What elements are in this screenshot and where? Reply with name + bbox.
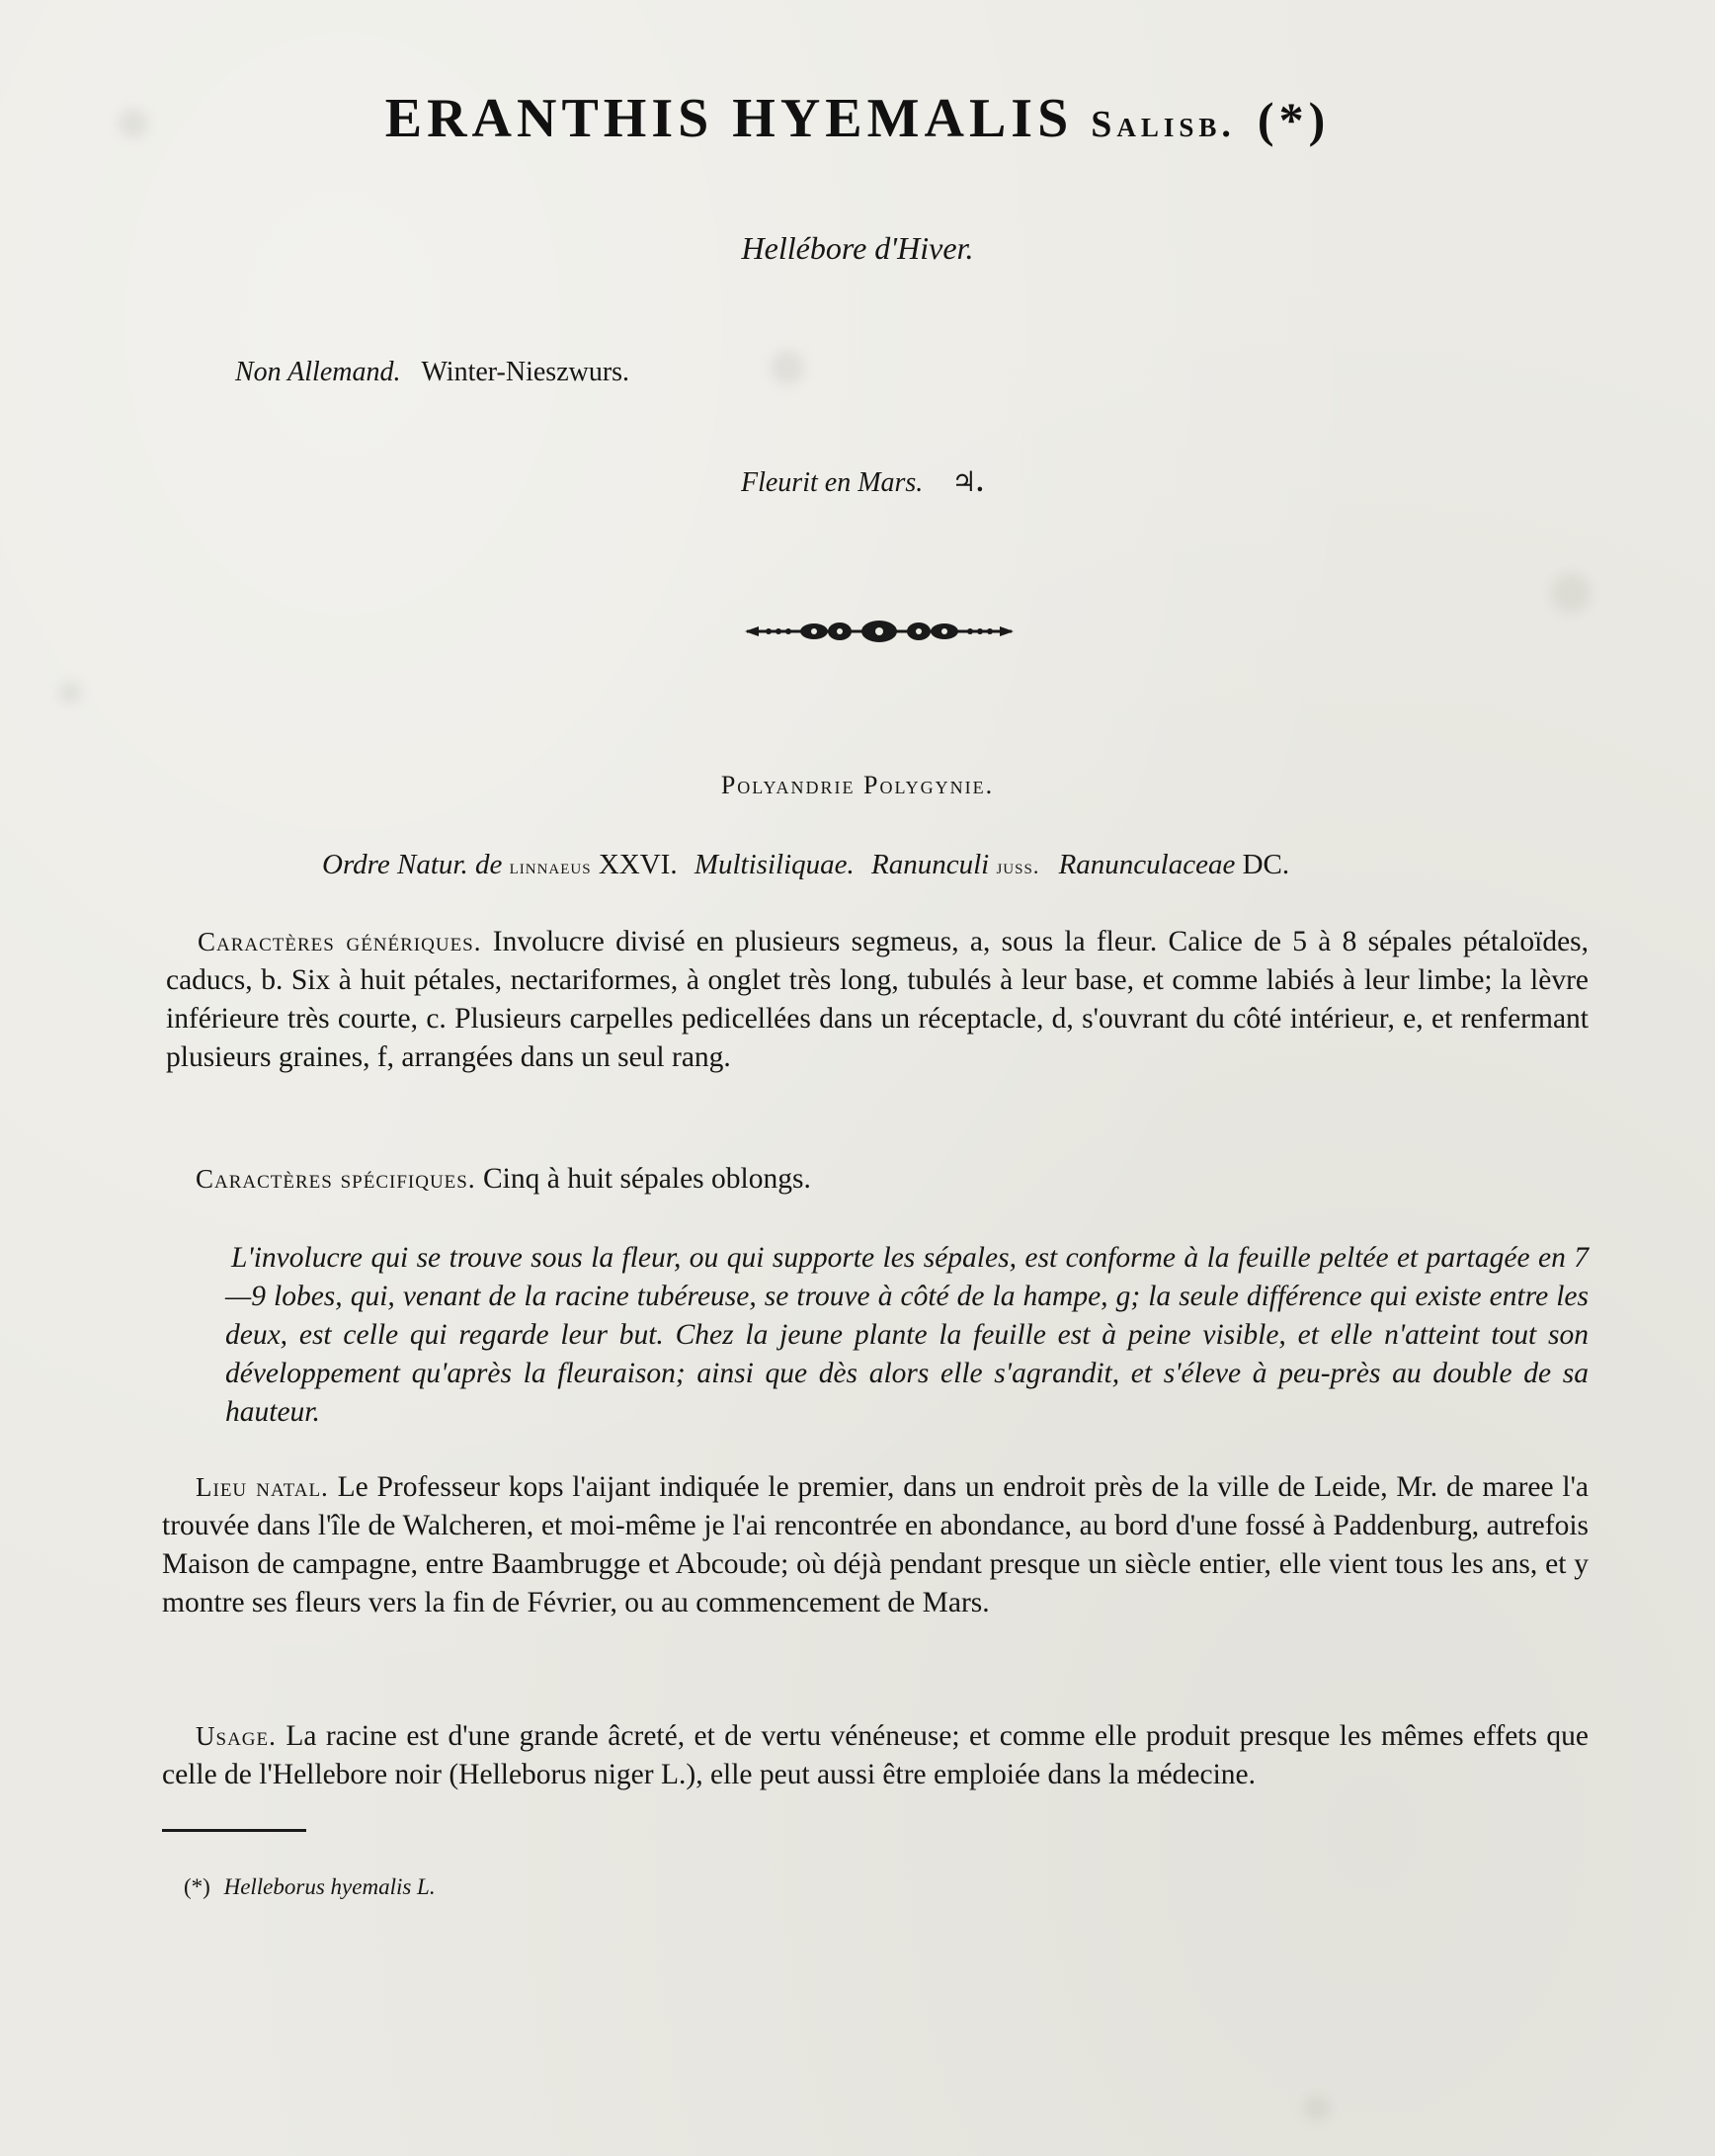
generic-characters — [166, 923, 1589, 1077]
french-name: Hellébore d'Hiver. — [741, 230, 974, 266]
habitat-label: Lieu natal. — [196, 1472, 329, 1502]
specific-characters-text: Cinq à huit sépales oblongs. — [482, 1163, 811, 1195]
natural-order-juss: juss. — [996, 854, 1040, 878]
species-name: ERANTHIS HYEMALIS — [384, 88, 1074, 149]
page-title — [0, 87, 1715, 150]
usage-paragraph — [162, 1717, 1589, 1794]
specific-characters — [196, 1160, 1589, 1199]
natural-order-line — [322, 846, 1289, 885]
natural-order-ranunculaceae: Ranunculaceae — [1058, 849, 1236, 880]
usage-text: La racine est d'une grande âcreté, et de vertu vénéneuse; et comme elle produit presque les mêmes effets que celle de l'Hellebore noir (Helleborus niger L.), elle peut aussi être emploiée dans la médecine. — [162, 1720, 1589, 1790]
footnote-text: Helleborus hyemalis L. — [223, 1874, 436, 1899]
classification: Polyandrie Polygynie. — [720, 771, 995, 799]
paper-spot — [1551, 573, 1591, 613]
footnote — [184, 1872, 436, 1902]
paper-spot — [1304, 2095, 1330, 2120]
natural-order-multisiliquae: Multisiliquae. — [694, 849, 855, 880]
natural-order-linnaeus: linnaeus — [509, 854, 592, 878]
paper-spot — [771, 351, 804, 384]
generic-characters-label: Caractères génériques. — [198, 927, 482, 956]
natural-order-de: de — [474, 849, 503, 880]
ornament-divider — [745, 619, 1014, 644]
footnote-mark-bottom: (*) — [184, 1874, 210, 1899]
flowering-text: Fleurit en Mars. — [741, 467, 924, 498]
usage-label: Usage. — [196, 1721, 277, 1751]
habitat-text: Le Professeur kops l'aijant indiquée le premier, dans un endroit près de la ville de Leide, Mr. de maree l'a trouvée dans l'île de Walcheren, et moi-même je l'ai rencontrée en abondance, au bord d'une fossé à Paddenburg, autrefois Maison de campagne, entre Baambrugge et Abcoude; où déjà pendant presque un siècle entier, elle vient tous les ans, et y montre ses fleurs vers la fin de Février, ou au commencement de Mars. — [162, 1471, 1589, 1618]
paper-spot — [59, 682, 81, 704]
footnote-mark: (*) — [1257, 92, 1331, 147]
specific-characters-label: Caractères spécifiques. — [196, 1164, 476, 1194]
species-author: Salisb. — [1091, 104, 1236, 145]
habitat-paragraph — [162, 1468, 1589, 1622]
natural-order-ranunculi: Ranunculi — [871, 849, 990, 880]
natural-order-number: XXVI. — [598, 849, 678, 880]
german-name-line — [235, 354, 629, 391]
german-label: Non Allemand. — [235, 357, 401, 387]
flowering-line — [741, 464, 983, 502]
perennial-symbol: ♃. — [951, 467, 984, 498]
generic-characters-text: Involucre divisé en plusieurs segmeus, a, sous la fleur. Calice de 5 à 8 sépales pétaloïdes, caducs, b. Six à huit pétales, nectariformes, à onglet très long, tubulés à leur base, et comme labiés à leur limbe; la lèvre inférieure très courte, c. Plusieurs carpelles pedicellées dans un réceptacle, d, s'ouvrant du côté intérieur, e, et renfermant plusieurs graines, f, arrangées dans un seul rang. — [166, 926, 1590, 1073]
natural-order-dc: DC. — [1242, 849, 1290, 880]
description-paragraph: L'involucre qui se trouve sous la fleur, ou qui supporte les sépales, est conforme à la feuille peltée et partagée en 7—9 lobes, qui, venant de la racine tubéreuse, se trouve à côté de la hampe, g; la seule différence qui existe entre les deux, est celle qui regarde leur but. Chez la jeune plante la feuille est à peine visible, et elle n'atteint tout son développement qu'après la fleuraison; ainsi que dès alors elle s'agrandit, et s'éleve à peu-près au double de sa hauteur. — [225, 1242, 1589, 1428]
german-name: Winter-Nieszwurs. — [421, 357, 630, 387]
natural-order-label: Ordre Natur. — [322, 849, 468, 880]
footnote-rule — [162, 1829, 306, 1832]
